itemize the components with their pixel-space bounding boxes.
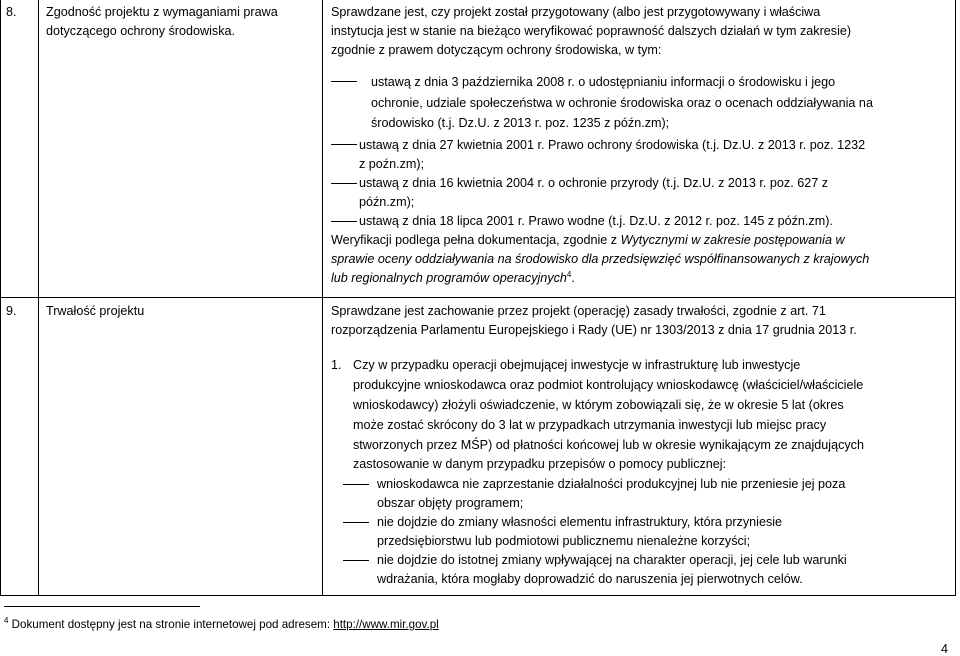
law-line: ustawą z dnia 3 października 2008 r. o udostępnianiu informacji o środowisku i jego bbox=[371, 75, 836, 89]
condition-line: obszar objęty programem; bbox=[377, 496, 524, 510]
table-left-border bbox=[0, 0, 1, 596]
intro-line: rozporządzenia Parlamentu Europejskiego i Rady (UE) nr 1303/2013 z dnia 17 grudnia 2013 r. bbox=[331, 323, 857, 337]
item-line: może zostać skrócony do 3 lat w przypadkach utrzymania inwestycji lub miejsc pracy bbox=[353, 418, 827, 432]
row-divider bbox=[0, 297, 956, 298]
item-line: stworzonych przez MŚP) od płatności końcowej lub w okresie wynikającym ze znajdujących bbox=[353, 438, 864, 452]
footnote-text: Dokument dostępny jest na stronie internetowej pod adresem: bbox=[8, 618, 334, 631]
item-line: Czy w przypadku operacji obejmującej inwestycje w infrastrukturę lub inwestycje bbox=[353, 358, 801, 372]
row-number: 8. bbox=[6, 5, 17, 19]
intro-line: instytucja jest w stanie na bieżąco weryfikować poprawność dalszych działań w tym zakresie) bbox=[331, 24, 852, 38]
item-number: 1. bbox=[331, 358, 342, 372]
law-line: późn.zm); bbox=[359, 195, 415, 209]
guidelines-title: Wytycznymi w zakresie postępowania w bbox=[620, 233, 845, 247]
law-line: środowisko (t.j. Dz.U. z 2013 r. poz. 1235 z późn.zm); bbox=[371, 116, 670, 130]
intro-line: Sprawdzane jest zachowanie przez projekt (operację) zasady trwałości, zgodnie z art. 71 bbox=[331, 304, 826, 318]
list-dash bbox=[331, 81, 357, 82]
intro-line: Sprawdzane jest, czy projekt został przygotowany (albo jest przygotowywany i właściwa bbox=[331, 5, 821, 19]
row-number: 9. bbox=[6, 304, 17, 318]
guidelines-title-line: sprawie oceny oddziaływania na środowisko dla przedsięwzięć współfinansowanych z krajowych bbox=[331, 252, 870, 266]
verification-line bbox=[331, 231, 845, 250]
footnote bbox=[4, 615, 439, 634]
law-line: ustawą z dnia 18 lipca 2001 r. Prawo wodne (t.j. Dz.U. z 2012 r. poz. 145 z późn.zm). bbox=[359, 214, 833, 228]
list-dash bbox=[331, 144, 357, 145]
list-dash bbox=[343, 522, 369, 523]
table-right-border bbox=[955, 0, 956, 596]
list-dash bbox=[343, 484, 369, 485]
condition-line: wnioskodawca nie zaprzestanie działalności produkcyjnej lub nie przeniesie jej poza bbox=[377, 477, 846, 491]
verification-line bbox=[331, 269, 575, 288]
period: . bbox=[571, 271, 575, 285]
title-column-divider bbox=[322, 0, 323, 596]
verification-text: Weryfikacji podlega pełna dokumentacja, zgodnie z bbox=[331, 233, 621, 247]
footnote-number: 4 bbox=[4, 616, 9, 626]
row-title-line: Trwałość projektu bbox=[46, 304, 145, 318]
list-dash bbox=[343, 560, 369, 561]
row-title-line: dotyczącego ochrony środowiska. bbox=[46, 24, 236, 38]
footnote-link[interactable]: http://www.mir.gov.pl bbox=[333, 618, 439, 631]
row-title-line: Zgodność projektu z wymaganiami prawa bbox=[46, 5, 278, 19]
row-title bbox=[46, 302, 144, 321]
list-dash bbox=[331, 221, 357, 222]
list-dash bbox=[331, 183, 357, 184]
condition-line: wdrażania, która mogłaby doprowadzić do naruszenia jej pierwotnych celów. bbox=[377, 572, 803, 586]
law-line: z poźn.zm); bbox=[359, 157, 425, 171]
footnote-separator bbox=[4, 606, 200, 607]
item-line: produkcyjne wnioskodawca oraz podmiot kontrolujący wnioskodawcę (właściciel/właściciele bbox=[353, 378, 864, 392]
intro-line: zgodnie z prawem dotyczącym ochrony środowiska, w tym: bbox=[331, 43, 662, 57]
page-number: 4 bbox=[940, 642, 948, 656]
law-line: ochronie, udziale społeczeństwa w ochronie środowiska oraz o ocenach oddziaływania na bbox=[371, 96, 873, 110]
law-line: ustawą z dnia 16 kwietnia 2004 r. o ochronie przyrody (t.j. Dz.U. z 2013 r. poz. 627 z bbox=[359, 176, 829, 190]
condition-line: nie dojdzie do istotnej zmiany wpływającej na charakter operacji, jej cele lub warunki bbox=[377, 553, 847, 567]
table-bottom-border bbox=[0, 595, 956, 596]
row-title bbox=[46, 3, 278, 41]
footnote-reference[interactable]: 4 bbox=[566, 269, 572, 279]
condition-line: nie dojdzie do zmiany własności elementu infrastruktury, która przyniesie bbox=[377, 515, 783, 529]
item-line: wnioskodawcy) złożyli oświadczenie, w którym zobowiązali się, że w okresie 5 lat (okres bbox=[353, 398, 844, 412]
condition-line: przedsiębiorstwu lub podmiotowi publicznemu nienależne korzyści; bbox=[377, 534, 751, 548]
item-line: zastosowanie w danym przypadku przepisów o pomocy publicznej: bbox=[353, 457, 727, 471]
number-column-divider bbox=[38, 0, 39, 596]
law-line: ustawą z dnia 27 kwietnia 2001 r. Prawo ochrony środowiska (t.j. Dz.U. z 2013 r. poz. 1232 bbox=[359, 138, 866, 152]
guidelines-title: lub regionalnych programów operacyjnych bbox=[331, 271, 567, 285]
